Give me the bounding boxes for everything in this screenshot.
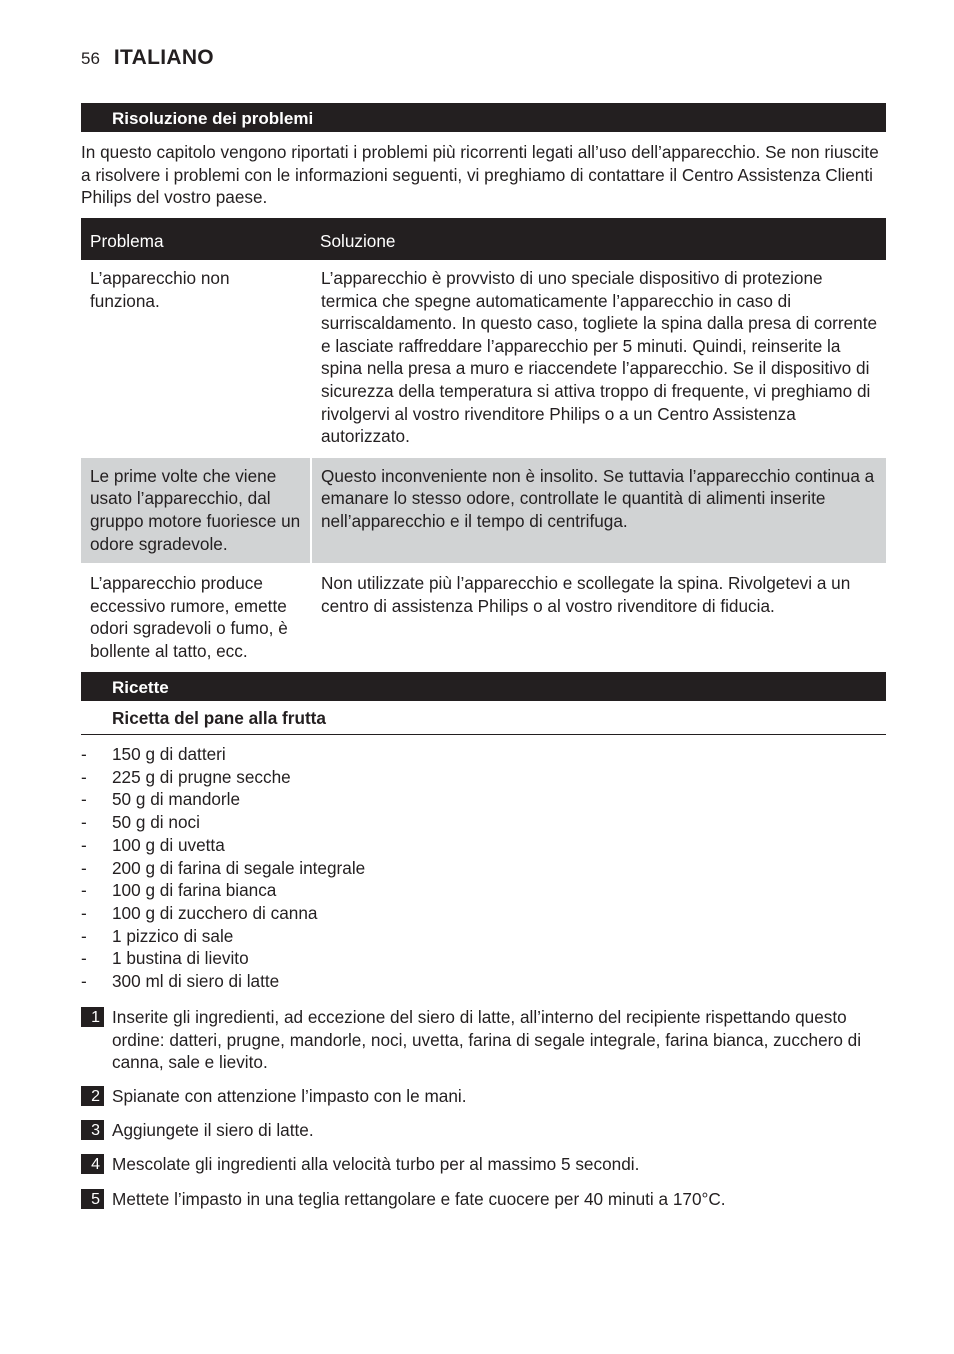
step-item [81,1188,886,1211]
page-header [81,46,214,76]
ingredient-text: 100 g di farina bianca [112,880,277,901]
table-row [81,457,886,564]
list-item [81,902,365,925]
ingredient-text: 1 bustina di lievito [112,948,249,969]
column-header-problem: Problema [81,218,311,260]
bullet-dash: - [81,789,87,810]
step-text: Inserite gli ingredienti, ad eccezione del siero di latte, all’interno del recipiente rispettando questo ordine: datteri, prugne, mandorle, noci, uvetta, farina di segale integrale, farina bianca, zucchero di canna, sale e lievito. [112,1007,862,1073]
bullet-dash: - [81,880,87,901]
solution-cell: Questo inconveniente non è insolito. Se tuttavia l’apparecchio continua a emanare lo stesso odore, controllate le quantità di alimenti inserite nell’apparecchio e il tempo di centrifuga. [311,457,886,564]
ingredient-text: 300 ml di siero di latte [112,971,280,992]
column-header-solution: Soluzione [311,218,886,260]
page-number: 56 [81,49,100,68]
ingredient-text: 100 g di uvetta [112,834,225,855]
troubleshooting-table [81,218,886,671]
bullet-dash: - [81,902,87,923]
list-item [81,970,365,993]
ingredient-text: 150 g di datteri [112,744,226,764]
bullet-dash: - [81,971,87,992]
step-number-badge: 1 [81,1007,104,1027]
step-number-badge: 2 [81,1086,104,1106]
step-item [81,1153,886,1176]
step-list [81,1006,886,1222]
ingredient-text: 50 g di mandorle [112,789,241,810]
problem-cell: Le prime volte che viene usato l’apparecchio, dal gruppo motore fuoriesce un odore sgradevole. [81,457,311,564]
step-text: Mescolate gli ingredienti alla velocità turbo per al massimo 5 secondi. [112,1154,640,1175]
ingredient-text: 1 pizzico di sale [112,925,234,946]
table-row [81,564,886,670]
step-item [81,1085,886,1108]
solution-cell: L’apparecchio è provvisto di uno speciale dispositivo di protezione termica che spegne automaticamente l’apparecchio in caso di surriscaldamento. In questo caso, togliete la spina dalla presa di corrente e lasciate raffreddare l’apparecchio per 5 minuti. Quindi, reinserite la spina nella presa a muro e riaccendete l’apparecchio. Se il dispositivo di sicurezza della temperatura si attiva troppo di frequente, vi preghiamo di rivolgervi al vostro rivenditore Philips o a un Centro Assistenza autorizzato. [321,268,878,447]
solution-cell: Non utilizzate più l’apparecchio e scollegate la spina. Rivolgetevi a un centro di assistenza Philips o al vostro rivenditore di fiducia. [321,573,851,616]
ingredient-text: 200 g di farina di segale integrale [112,857,366,878]
list-item [81,947,365,970]
step-number-badge: 3 [81,1120,104,1140]
bullet-dash: - [81,812,87,833]
list-item [81,857,365,880]
problem-cell: L’apparecchio non funziona. [81,260,311,457]
step-text: Mettete l’impasto in una teglia rettangolare e fate cuocere per 40 minuti a 170°C. [112,1188,726,1209]
list-item [81,879,365,902]
step-number-badge: 5 [81,1189,104,1209]
step-number-badge: 4 [81,1154,104,1174]
list-item [81,743,365,766]
list-item [81,811,365,834]
step-item [81,1006,886,1074]
ingredient-text: 225 g di prugne secche [112,766,291,787]
section-heading-troubleshooting: Risoluzione dei problemi [81,103,886,132]
bullet-dash: - [81,925,87,946]
recipe-title: Ricetta del pane alla frutta [81,708,886,735]
bullet-dash: - [81,766,87,787]
bullet-dash: - [81,857,87,878]
list-item [81,766,365,789]
intro-paragraph: In questo capitolo vengono riportati i problemi più ricorrenti legati all’uso dell’apparecchio. Se non riuscite a risolvere i problemi con le informazioni seguenti, vi preghiamo di contattare il Centro Assistenza Clienti Philips del vostro paese. [81,142,879,208]
ingredient-list [81,743,365,993]
table-row [81,260,886,457]
language-title: ITALIANO [113,46,214,69]
section-heading-recipes: Ricette [81,672,886,701]
list-item [81,834,365,857]
table-header-row [81,218,886,260]
ingredient-text: 100 g di zucchero di canna [112,902,318,923]
problem-cell: L’apparecchio produce eccessivo rumore, emette odori sgradevoli o fumo, è bollente al tatto, ecc. [81,564,311,670]
ingredient-text: 50 g di noci [112,812,200,833]
bullet-dash: - [81,744,87,764]
step-text: Aggiungete il siero di latte. [112,1120,314,1141]
step-text: Spianate con attenzione l’impasto con le mani. [112,1086,467,1107]
list-item [81,925,365,948]
bullet-dash: - [81,834,87,855]
bullet-dash: - [81,948,87,969]
list-item [81,788,365,811]
step-item [81,1119,886,1142]
